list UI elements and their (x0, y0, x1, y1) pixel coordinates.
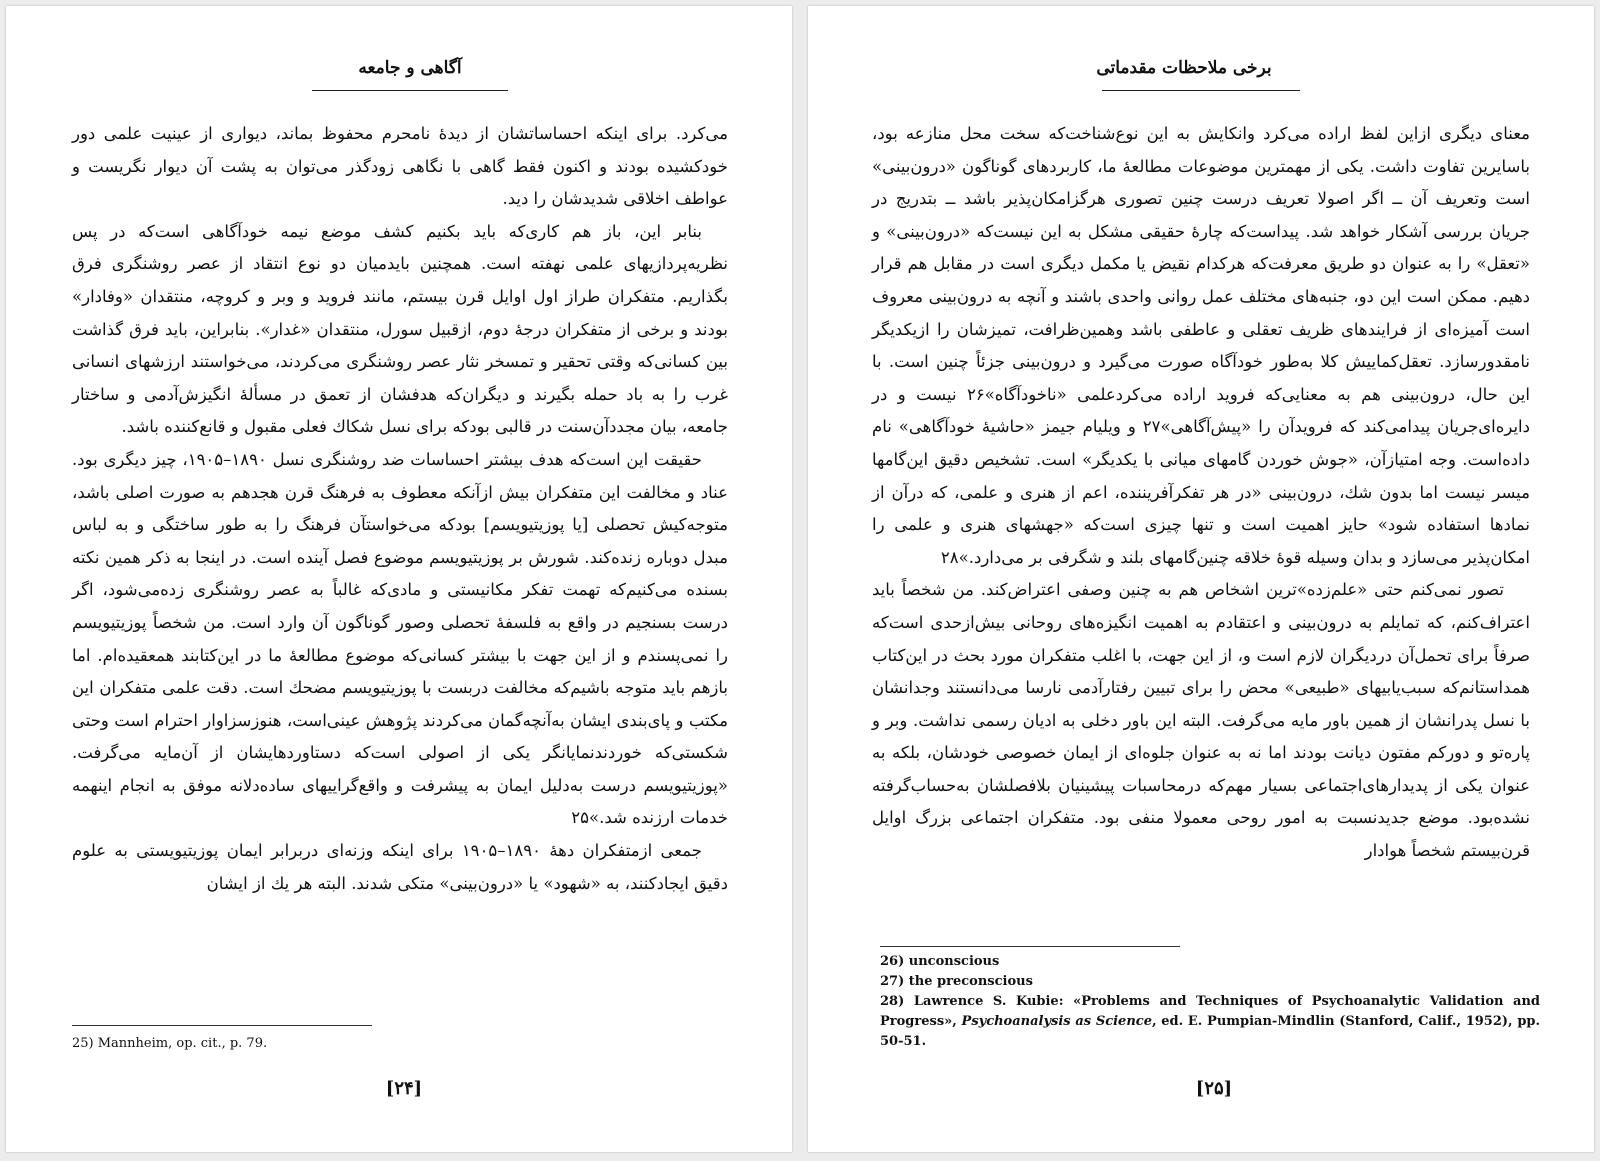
footnote (880, 992, 1540, 1052)
footnote-book-title: Psychoanalysis as Science (961, 1014, 1152, 1029)
footnote: 26) unconscious (880, 954, 1000, 969)
footnote-rule (72, 1025, 372, 1026)
body-text (72, 118, 728, 900)
footnote: 25) Mannheim, op. cit., p. 79. (72, 1036, 268, 1051)
paragraph: می‌کرد. برای اینکه احساساتشان از دیدهٔ نامحرم محفوظ بماند، دیواری از عینیت علمی دور خودکشیده بودند و اکنون فقط گاهی با نگاهی زودگذر می‌توان به پشت آن دیوار نگریست و عواطف اخلاقی شدیدشان را دید. (72, 124, 728, 209)
right-page (808, 6, 1594, 1152)
header-rule (1102, 90, 1300, 91)
footnote: 27) the preconscious (880, 974, 1033, 989)
header-rule (312, 90, 508, 91)
footnotes (72, 1034, 472, 1054)
footnote-text: 28) Lawrence S. Kubie: «Problems and Techniques of Psychoanalytic Validation and Progress», (880, 994, 1540, 1029)
paragraph: حقیقت این است‌که هدف بیشتر احساسات ضد روشنگری نسل ۱۸۹۰–۱۹۰۵، چیز دیگری بود. عناد و مخالفت این متفکران بیش ازآنکه معطوف به فرهنگ قرن هجدهم به صورت اصلی باشد، متوجه‌کیش تحصلی [یا پوزیتیویسم] بودکه می‌خواستآن فرهنگ را به طور ساختگی و به لباس مبدل دوباره زنده‌کند. شورش بر پوزیتیویسم موضوع فصل آینده است. در اینجا به ذکر همین نکته بسنده می‌کنیم‌که تهمت تفکر مکانیستی و مادی‌که غالباً به عصر روشنگری زده‌می‌شود، اگر درست بسنجیم در واقع به فلسفهٔ تحصلی وصور گوناگون آن وارد است. من شخصاً پوزیتیویسم را نمی‌پسندم و از این جهت با بیشتر کسانی‌که موضوع مطالعهٔ ما در این‌کتابند همعقیده‌ام. اما بازهم باید متوجه باشیم‌که مخالفت دربست با پوزیتیویسم مضحك است. دقت علمی متفکران این مکتب و پای‌بندی ایشان به‌آنچه‌گمان می‌کردند پژوهش عینی‌است، هنوزسزاوار احترام است وحتی شکستی‌که خوردندنمایانگر یکی از اصولی است‌که دستاوردهایشان از آن‌مایه می‌گرفت. «پوزیتیویسم درست به‌دلیل ایمان به پیشرفت و واقع‌گراییهای ساده‌دلانه موفق به انجام اینهمه خدمات ارزنده شد.»۲۵ (72, 449, 728, 828)
paragraph: جمعی ازمتفکران دههٔ ۱۸۹۰–۱۹۰۵ برای اینکه وزنه‌ای دربرابر ایمان پوزیتیویستی به علوم دقیق ایجادکنند، به «شهود» یا «درون‌بینی» متکی شدند. البته هر یك از ایشان (72, 841, 728, 893)
footnote-text: , ed. E. Pumpian-Mindlin (Stanford, Calif., 1952), pp. 50-51. (880, 1014, 1541, 1049)
footnotes (880, 952, 1540, 1052)
page-number: [۲۵] (1195, 1078, 1233, 1099)
footnote-rule (880, 946, 1180, 947)
paragraph: تصور نمی‌کنم حتی «علم‌زده»‌ترین اشخاص هم به چنین وصفی اعتراض‌کند. من شخصاً باید اعتراف‌کنم، که تمایلم به درون‌بینی و اعتقادم به اهمیت انگیزه‌های روحانی بیش‌ازحدی است‌که صرفاً برای تحمل‌آن دردیگران لازم است و، از این جهت، با اغلب متفکران مورد بحث در این‌کتاب همداستانم‌که سبب‌یابیهای «طبیعی» محض را برای تبیین رفتارآدمی نارسا می‌دانستند وجدانشان با نسل پدرانشان از همین باور مایه می‌گرفت. البته این باور دخلی به ادیان رسمی نداشت. وبر و پاره‌تو و دورکم مفتون دیانت بودند اما نه به عنوان جلوه‌ای از ایمان خصوصی خودشان، بلکه به عنوان یکی از پدیدارهای‌اجتماعی بسیار مهم‌که درمحاسبات پیشینیان بلافصلشان به‌حساب‌گرفته نشده‌بود. موضع جدیدنسبت به امور روحی معمولا منفی بود. متفکران اجتماعی بزرگ اوایل قرن‌بیستم شخصاً هوادار (872, 580, 1530, 861)
running-head: برخی ملاحظات مقدماتی (1096, 58, 1272, 78)
left-page (6, 6, 792, 1152)
body-text (872, 118, 1530, 868)
page-number: [۲۴] (385, 1078, 423, 1099)
paragraph: معنای دیگری ازاین لفظ اراده می‌کرد وانکایش به این نوع‌شناخت‌که سخت محل منازعه بود، باسایرین تفاوت داشت. یکی از مهمترین موضوعات مطالعهٔ ما، کاربردهای گوناگون «درون‌بینی» است وتعریف آن ــ اگر اصولا تعریف درست چنین تصوری هرگزامکان‌پذیر باشد ــ بتدریج در جریان بررسی آشکار خواهد شد. پیداست‌که چارهٔ حقیقی مشکل به این نیست‌که «درون‌بینی» و «تعقل» را به عنوان دو طریق معرفت‌که هرکدام نقیض یا مکمل دیگری است در مقابل هم قرار دهیم. ممکن است این دو، جنبه‌های مختلف عمل روانی واحدی باشند و آنچه به درون‌بینی معروف است آمیزه‌ای از فرایندهای ظریف تعقلی و عاطفی باشد وهمین‌ظرافت، تمیزشان را ازیکدیگر نامقدورسازد. تعقل‌کماییش کلا به‌طور خودآگاه صورت می‌گیرد و درون‌بینی جزئاً چنین است. با این حال، درون‌بینی هم به معنایی‌که فروید اراده می‌کردعلمی «ناخودآگاه»۲۶ نیست و در دایره‌ای‌جریان پیدامی‌کند که فرویدآن را «پیش‌آگاهی»۲۷ و ویلیام جیمز «حاشیهٔ خودآگاهی» نام داده‌است. وجه امتیازآن، «جوش خوردن گامهای میانی با یکدیگر» است. تشخیص دقیق این‌گامها میسر نیست اما بدون شك، درون‌بینی «در هر تفکرآفریننده، اعم از هنری و علمی، که درآن از نمادها استفاده شود» حایز اهمیت است و تنها چیزی است‌که «جهشهای هنری و علمی را امکان‌پذیر می‌سازد و بدان وسیله قوهٔ خلاقه چنین‌گامهای بلند و شگرفی بر می‌دارد.»۲۸ (872, 124, 1530, 567)
paragraph: بنابر این، باز هم کاری‌که باید بکنیم کشف موضع نیمه خودآگاهی است‌که در پس نظریه‌پردازیهای علمی نهفته است. همچنین بایدمیان دو نوع انتقاد از عصر روشنگری فرق بگذاریم. متفکران طراز اول اوایل قرن بیستم، مانند فروید و وبر و کروچه، منتقدان «وفادار» بودند و برخی از متفکران درجهٔ دوم، ازقبیل سورل، منتقدان «غدار». بنابراین، باید فرق گذاشت بین کسانی‌که وقتی تحقیر و تمسخر نثار عصر روشنگری می‌کردند، می‌خواستند ارزشهای انسانی غرب را به باد حمله بگیرند و دیگران‌که هدفشان از تعمق در مسألهٔ انگیزش‌آدمی و ساختار جامعه، بیان مجددآن‌سنت در قالبی بودکه برای نسل شکاك فعلی مقبول و قانع‌کننده باشد. (72, 221, 728, 437)
running-head: آگاهی و جامعه (358, 58, 462, 78)
